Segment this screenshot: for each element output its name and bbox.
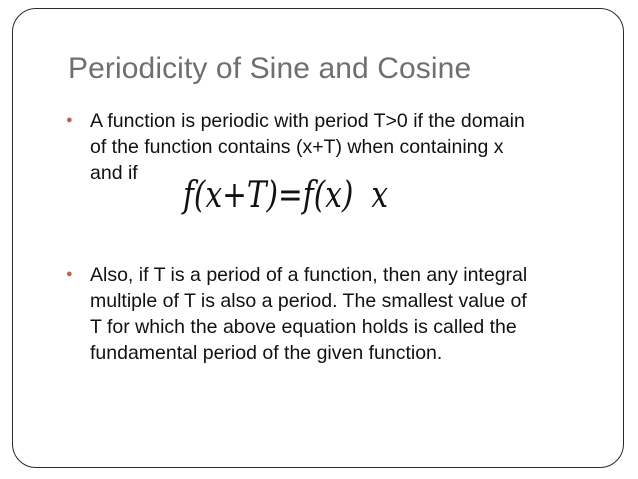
bullet-text-1: A function is periodic with period T>0 if the domain of the function contains (x+T) when containing x and if <box>90 110 525 184</box>
bullet-text-2: Also, if T is a period of a function, then any integral multiple of T is also a period. The smallest value of T for which the above equation holds is called the fundamental period of the given function. <box>90 264 528 364</box>
periodicity-formula <box>183 176 388 216</box>
slide-title: Periodicity of Sine and Cosine <box>68 52 472 85</box>
formula-quantifier-variable: x <box>371 175 389 216</box>
bullet-dot-icon: ● <box>66 268 73 280</box>
formula-equation: f(x+T)=f(x) <box>183 175 354 216</box>
bullet-dot-icon: ● <box>66 114 73 126</box>
bullet-item-2 <box>66 262 536 366</box>
